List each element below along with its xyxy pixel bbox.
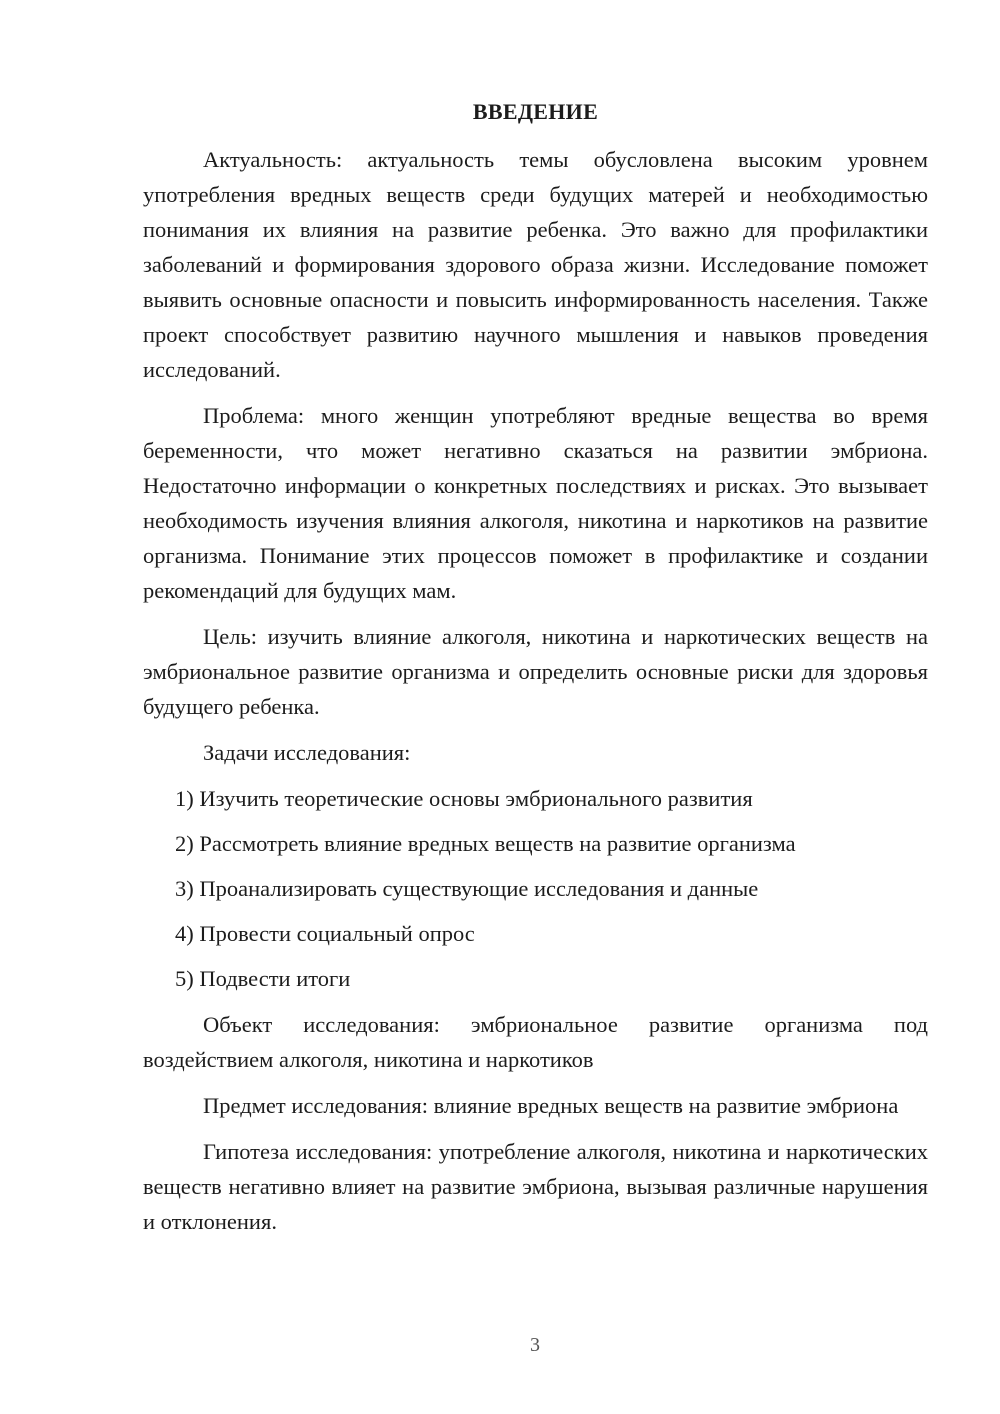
paragraph-object: Объект исследования: эмбриональное развитие организма под воздействием алкоголя, никотина и наркотиков [143,1012,928,1072]
paragraph-relevance: Актуальность: актуальность темы обусловлена высоким уровнем употребления вредных веществ среди будущих матерей и необходимостью понимания их влияния на развитие ребенка. Это важно для профилактики заболеваний и формирования здорового образа жизни. Исследование поможет выявить основные опасности и повысить информированность населения. Также проект способствует развитию научного мышления и навыков проведения исследований. [143,147,928,382]
paragraph-hypothesis: Гипотеза исследования: употребление алкоголя, никотина и наркотических веществ негативно влияет на развитие эмбриона, вызывая различные нарушения и отклонения. [143,1139,928,1234]
paragraph-goal: Цель: изучить влияние алкоголя, никотина и наркотических веществ на эмбриональное развитие организма и определить основные риски для здоровья будущего ребенка. [143,624,928,719]
task-item: 2) Рассмотреть влияние вредных веществ на развитие организма [175,831,796,856]
task-item: 3) Проанализировать существующие исследования и данные [175,876,759,901]
tasks-list [143,781,928,996]
paragraph-subject: Предмет исследования: влияние вредных веществ на развитие эмбриона [203,1093,899,1118]
document-body [143,142,928,1250]
page-title: ВВЕДЕНИЕ [472,99,599,124]
task-item: 4) Провести социальный опрос [175,921,475,946]
task-item: 1) Изучить теоретические основы эмбрионального развития [175,786,753,811]
task-item: 5) Подвести итоги [175,966,351,991]
tasks-heading: Задачи исследования: [203,740,411,765]
page-number: 3 [530,1334,540,1356]
paragraph-problem: Проблема: много женщин употребляют вредные вещества во время беременности, что может негативно сказаться на развитии эмбриона. Недостаточно информации о конкретных последствиях и рисках. Это вызывает необходимость изучения влияния алкоголя, никотина и наркотиков на развитие организма. Понимание этих процессов поможет в профилактике и создании рекомендаций для будущих мам. [143,403,928,603]
